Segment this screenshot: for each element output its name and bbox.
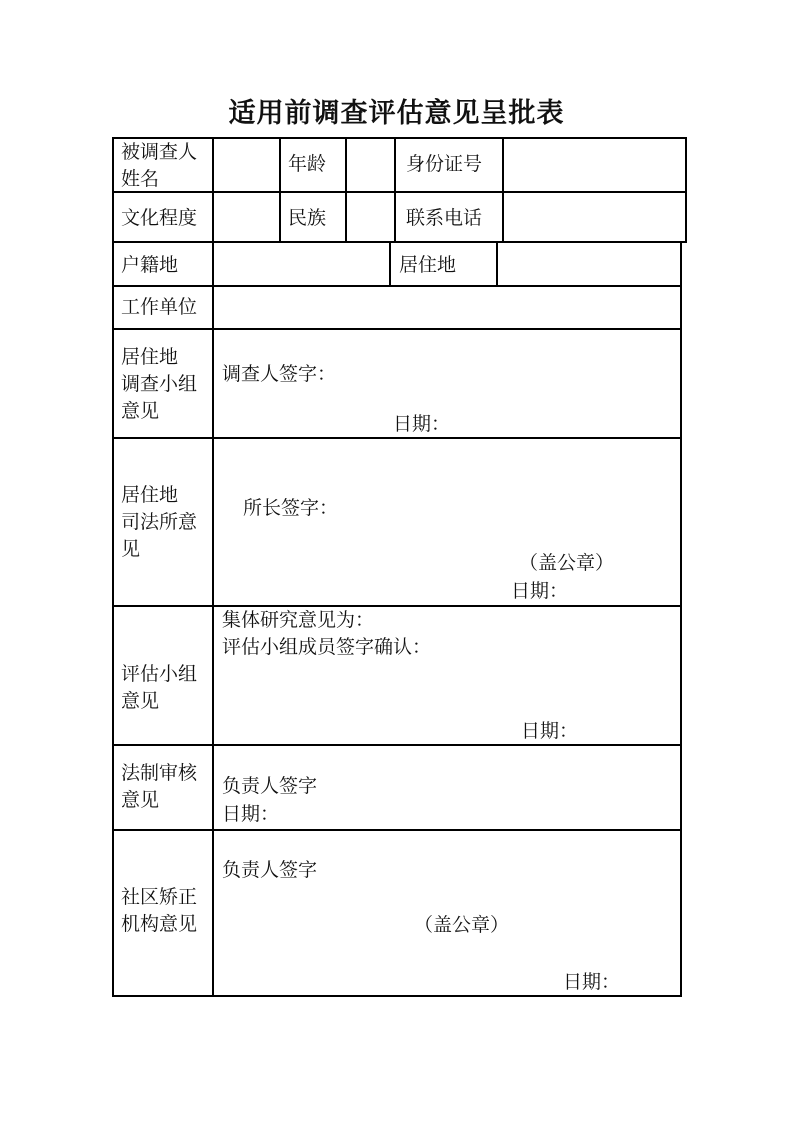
investigator-signature-label: 调查人签字： [222,363,337,385]
employer-label: 工作单位 [121,296,198,318]
table-border-right [680,241,682,997]
row-divider [112,829,682,831]
legal-review-label-line2: 意见 [121,789,160,811]
judicial-office-label-line3: 见 [121,538,141,560]
subject-name-label-line1: 被调查人 [121,141,198,163]
judicial-office-label-line1: 居住地 [121,484,179,506]
column-divider [279,137,281,243]
correction-agency-label-line1: 社区矫正 [121,886,198,908]
correction-agency-seal-label: （盖公章） [414,914,510,936]
column-divider [496,241,498,287]
legal-review-signature-label: 负责人签字 [222,775,318,797]
judicial-office-label-line2: 司法所意 [121,511,198,533]
row-divider [112,328,682,330]
ethnicity-label: 民族 [288,207,327,229]
row-divider [112,191,687,193]
id-number-label: 身份证号 [406,153,483,175]
investigation-date-label: 日期： [393,413,451,435]
column-divider [389,241,391,287]
judicial-office-seal-label: （盖公章） [519,552,615,574]
legal-review-date-label: 日期： [222,803,280,825]
column-divider [502,137,504,243]
age-label: 年龄 [288,153,327,175]
form-title: 适用前调查评估意见呈批表 [228,98,565,129]
row-divider [112,744,682,746]
row-divider [112,605,682,607]
phone-label: 联系电话 [406,207,483,229]
assessment-team-label-line1: 评估小组 [121,663,198,685]
legal-review-label-line1: 法制审核 [121,762,198,784]
judicial-office-date-label: 日期： [511,580,569,602]
row-divider [112,285,682,287]
education-label: 文化程度 [121,207,198,229]
table-border-left [112,137,114,997]
investigation-team-label-line1: 居住地 [121,346,179,368]
row-divider [112,241,687,243]
column-divider [394,137,396,243]
residence-label: 居住地 [399,254,457,276]
column-divider [345,137,347,243]
correction-agency-date-label: 日期： [563,971,621,993]
table-border-top [112,137,687,139]
director-signature-label: 所长签字： [243,497,339,519]
assessment-date-label: 日期： [521,720,579,742]
members-signature-label: 评估小组成员签字确认： [222,636,432,658]
correction-agency-signature-label: 负责人签字 [222,859,318,881]
domicile-label: 户籍地 [121,254,179,276]
collective-opinion-label: 集体研究意见为： [222,609,375,631]
assessment-team-label-line2: 意见 [121,690,160,712]
label-column-divider [212,137,214,997]
investigation-team-label-line2: 调查小组 [121,373,198,395]
correction-agency-label-line2: 机构意见 [121,913,198,935]
investigation-team-label-line3: 意见 [121,400,160,422]
subject-name-label-line2: 姓名 [121,168,160,190]
table-border-right-upper [685,137,687,243]
